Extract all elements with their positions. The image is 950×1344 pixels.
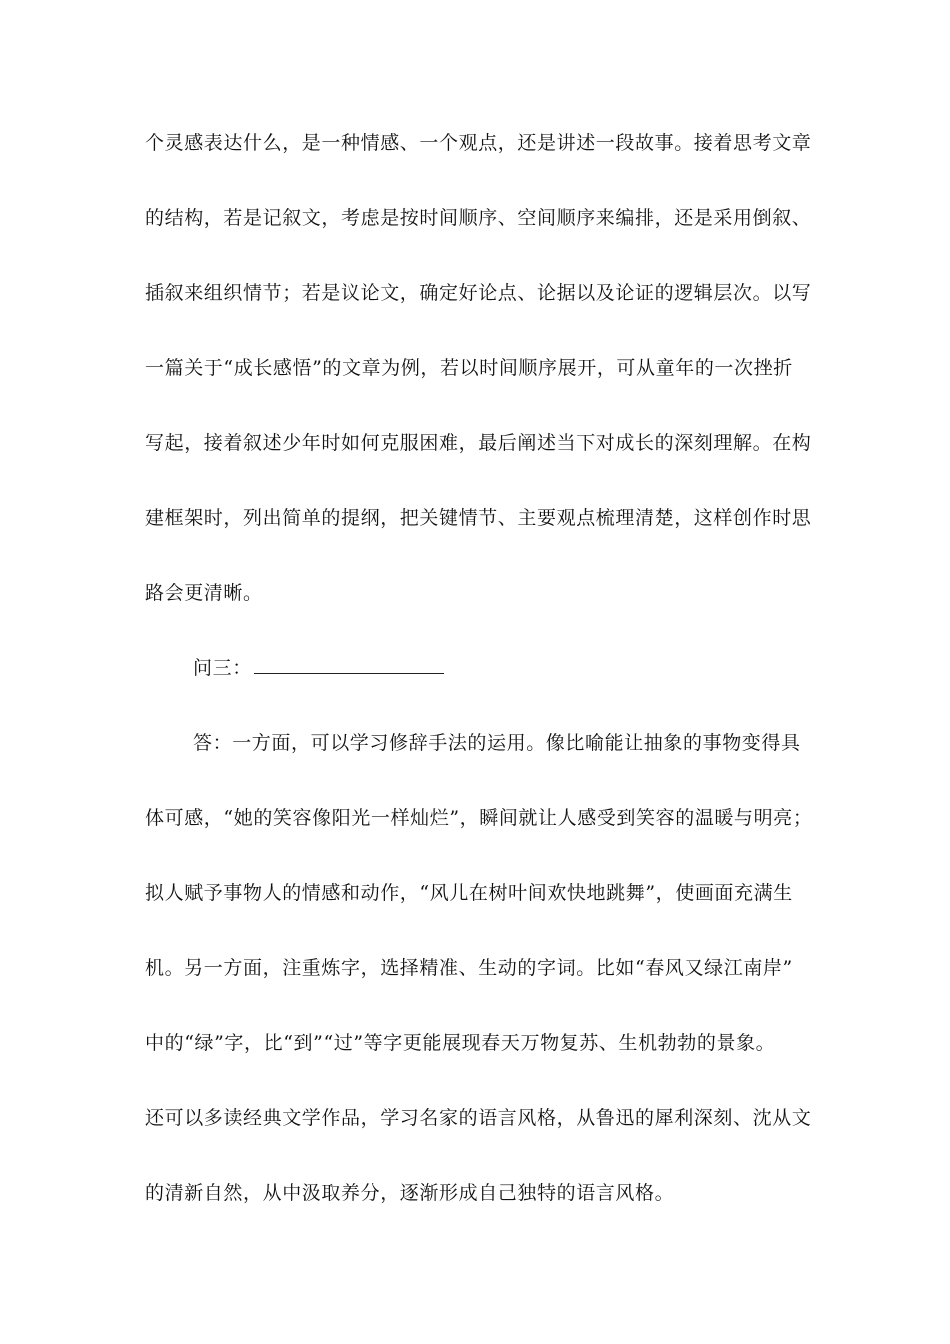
answer-line: 机。另一方面，注重炼字，选择精准、生动的字词。比如“春风又绿江南岸” — [145, 957, 793, 979]
answer-line: 中的“绿”字，比“到”“过”等字更能展现春天万物复苏、生机勃勃的景象。 — [145, 1032, 776, 1054]
paragraph-line: 个灵感表达什么，是一种情感、一个观点，还是讲述一段故事。接着思考文章 — [145, 132, 812, 154]
paragraph-line: 建框架时，列出简单的提纲，把关键情节、主要观点梳理清楚，这样创作时思 — [145, 507, 812, 529]
question-label: 问三： — [193, 657, 252, 679]
answer-blank-line — [254, 657, 444, 674]
paragraph-line: 路会更清晰。 — [145, 582, 263, 604]
answer-line: 的清新自然，从中汲取养分，逐渐形成自己独特的语言风格。 — [145, 1182, 675, 1204]
answer-line: 拟人赋予事物人的情感和动作，“风儿在树叶间欢快地跳舞”，使画面充满生 — [145, 882, 793, 904]
paragraph-line: 的结构，若是记叙文，考虑是按时间顺序、空间顺序来编排，还是采用倒叙、 — [145, 207, 812, 229]
answer-line: 还可以多读经典文学作品，学习名家的语言风格，从鲁迅的犀利深刻、沈从文 — [145, 1107, 812, 1129]
question-three — [193, 656, 444, 680]
answer-line: 体可感，“她的笑容像阳光一样灿烂”，瞬间就让人感受到笑容的温暖与明亮； — [145, 807, 813, 829]
answer-line: 答：一方面，可以学习修辞手法的运用。像比喻能让抽象的事物变得具 — [193, 732, 801, 754]
paragraph-line: 写起，接着叙述少年时如何克服困难，最后阐述当下对成长的深刻理解。在构 — [145, 432, 812, 454]
paragraph-line: 一篇关于“成长感悟”的文章为例，若以时间顺序展开，可从童年的一次挫折 — [145, 357, 793, 379]
paragraph-line: 插叙来组织情节；若是议论文，确定好论点、论据以及论证的逻辑层次。以写 — [145, 282, 812, 304]
